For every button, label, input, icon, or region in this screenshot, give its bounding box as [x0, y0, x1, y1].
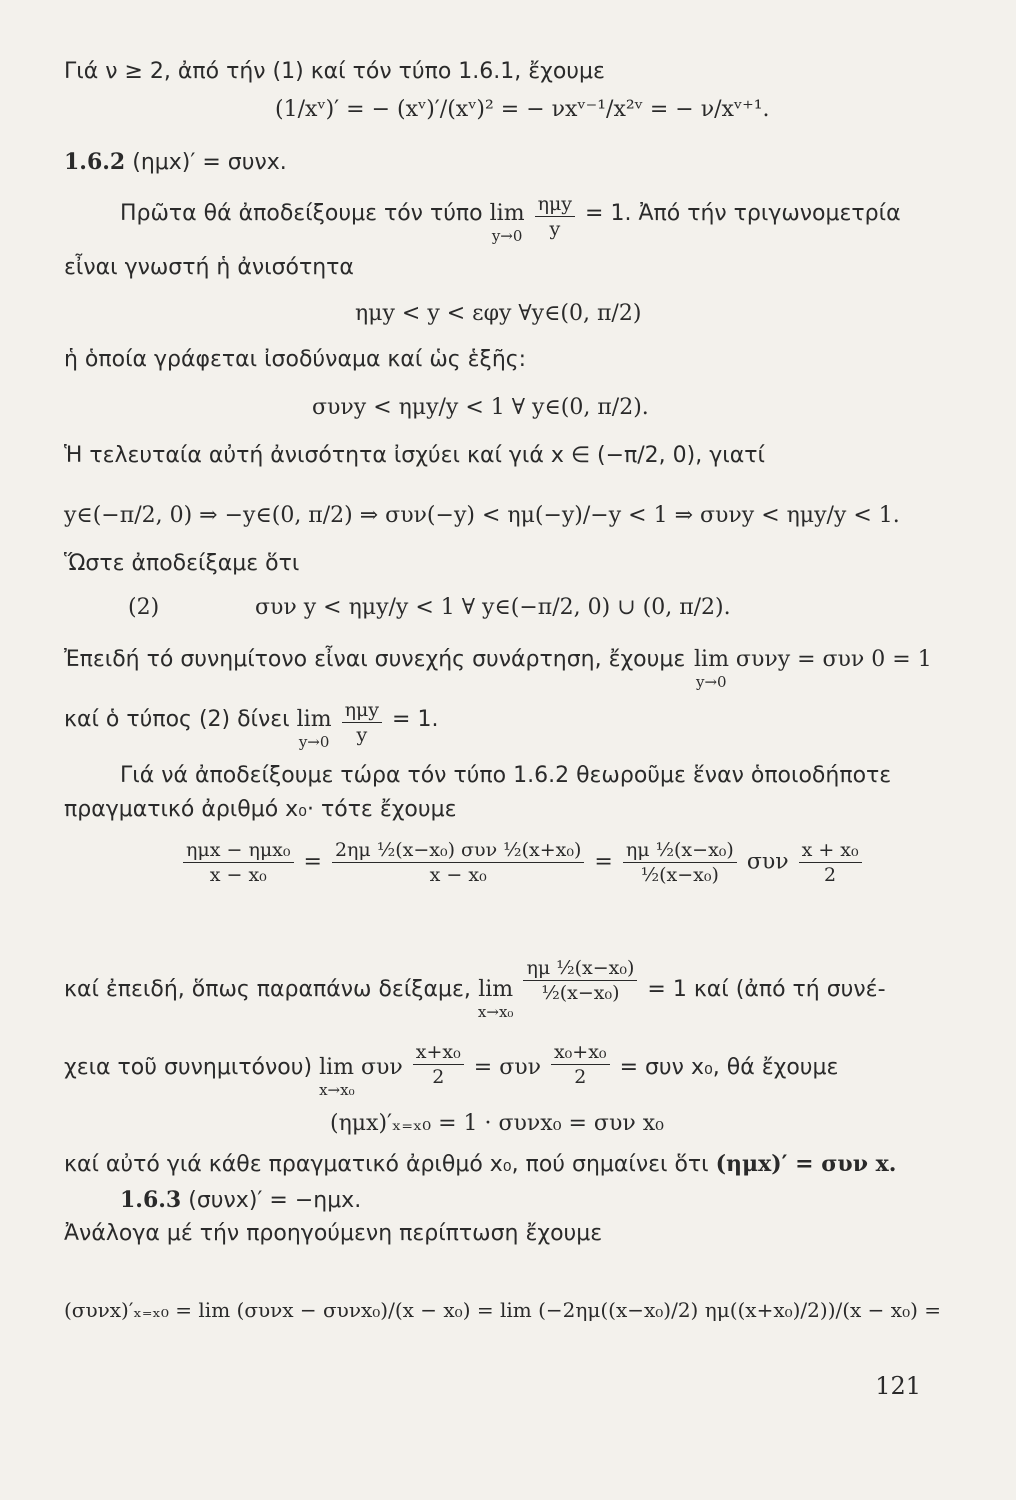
numerator: x₀+x₀: [551, 1040, 610, 1065]
denominator: 2: [824, 864, 837, 886]
text-fragment: = 1 καί (ἀπό τή συνέ-: [647, 977, 886, 1002]
text-line: Γιά νά ἀποδείξουμε τώρα τόν τύπο 1.6.2 θεωροῦμε ἕναν ὁποιοδήποτε: [120, 763, 892, 788]
limit-expression: [694, 646, 932, 690]
denominator: 2: [574, 1066, 587, 1088]
denominator: 2: [432, 1066, 445, 1088]
lim-symbol: lim: [296, 707, 332, 732]
denominator: x − x₀: [429, 864, 487, 886]
limit-expression: [478, 976, 514, 1020]
inequality-1: ημy < y < εφy ∀y∈(0, π/2): [355, 301, 642, 326]
equation-2: συν y < ημy/y < 1 ∀ y∈(−π/2, 0) ∪ (0, π/2).: [255, 595, 731, 620]
text-line: ἡ ὁποία γράφεται ἰσοδύναμα καί ὡς ἑξῆς:: [64, 347, 527, 372]
numerator: x+x₀: [413, 1040, 464, 1065]
limit-cos: [694, 646, 932, 690]
denominator: x − x₀: [209, 864, 267, 886]
lim-text: lim συνy = συν 0 = 1: [694, 647, 932, 672]
text-line: χεια τοῦ συνημιτόνου) lim συν x→x₀ $\frac{\text{x+x₀}}{2}$ = συν $\frac{\text{x₀+x₀}}{2}$ = συν x₀, θά ἔχουμε: [64, 1041, 839, 1099]
fraction: [332, 838, 584, 887]
fraction: [535, 192, 575, 241]
denominator: y: [356, 724, 368, 746]
numerator: x + x₀: [799, 838, 862, 863]
cosine-derivative-limit: (συνx)′ₓ₌ₓ₀ = lim (συνx − συνx₀)/(x − x₀) = lim (−2ημ((x−x₀)/2) ημ((x+x₀)/2))/(x − x₀) =: [64, 1298, 942, 1322]
fraction: [523, 956, 637, 1005]
text-fragment: καί ἐπειδή, ὅπως παραπάνω δείξαμε,: [64, 977, 471, 1002]
inequality-2: συνy < ημy/y < 1 ∀ y∈(0, π/2).: [312, 395, 649, 420]
text-fragment: καί ὁ τύπος (2) δίνει: [64, 707, 290, 732]
text-fragment: καί αὐτό γιά κάθε πραγματικό ἀριθμό x₀, πού σημαίνει ὅτι: [64, 1152, 709, 1177]
section-title: (ημx)′ = συνx.: [132, 150, 287, 175]
lim-subscript: x→x₀: [477, 1003, 514, 1021]
lim-symbol: lim: [489, 201, 525, 226]
fraction: [183, 838, 294, 887]
limit-expression: [297, 706, 332, 750]
text-fragment-bold: (ημx)′ = συν x.: [715, 1151, 897, 1177]
numerator: ημ ½(x−x₀): [523, 956, 637, 981]
text-fragment: χεια τοῦ συνημιτόνου): [64, 1055, 313, 1080]
equation-2-label: (2): [128, 595, 160, 620]
text-line: εἶναι γνωστή ἡ ἀνισότητα: [64, 255, 354, 280]
text-line: Ὥστε ἀποδείξαμε ὅτι: [64, 551, 300, 576]
section-heading-1-6-2: [64, 148, 287, 177]
text-line: Γιά ν ≥ 2, ἀπό τήν (1) καί τόν τύπο 1.6.1, ἔχουμε: [64, 59, 605, 84]
text-line: [64, 699, 439, 751]
lim-subscript: y→0: [491, 227, 523, 245]
numerator: ημy: [342, 698, 382, 723]
section-title: (συνx)′ = −ημx.: [188, 1188, 362, 1213]
text-line: [120, 193, 901, 245]
fraction: [551, 1040, 610, 1089]
denominator: ½(x−x₀): [640, 864, 719, 886]
section-heading-1-6-3: [120, 1186, 361, 1215]
lim-symbol: lim: [478, 977, 514, 1002]
text-fragment: = συν x₀, θά ἔχουμε: [619, 1055, 839, 1080]
lim-subscript: x→x₀: [319, 1081, 355, 1099]
sine-difference-identity: $\frac{\text{ημx − ημx₀}}{\text{x − x₀}}$ = $\frac{\text{2ημ ½(x−x₀) συν ½(x+x₀)}}{\text{x − x₀}}$ = $\frac{\text{ημ ½(x−x₀)}}{\text{½(x−x₀)}}$ συν $\frac{\text{x + x₀}}{2}$: [180, 838, 865, 887]
text-fragment: = 1. Ἀπό τήν τριγωνομετρία: [585, 201, 901, 226]
limit-expression: [490, 200, 525, 244]
lim-subscript: y→0: [696, 673, 727, 691]
denominator: y: [549, 218, 561, 240]
text-fragment: Πρῶτα θά ἀποδείξουμε τόν τύπο: [120, 201, 483, 226]
numerator: ημ ½(x−x₀): [623, 838, 737, 863]
text-line: Ἀνάλογα μέ τήν προηγούμενη περίπτωση ἔχουμε: [64, 1221, 603, 1246]
numerator: ημy: [535, 192, 575, 217]
text-line: Ἐπειδή τό συνημίτονο εἶναι συνεχής συνάρτηση, ἔχουμε: [64, 647, 686, 672]
text-line: [64, 1150, 896, 1179]
fraction: [799, 838, 862, 887]
text-line: πραγματικό ἀριθμό x₀· τότε ἔχουμε: [64, 797, 457, 822]
text-line: Ἡ τελευταία αὐτή ἀνισότητα ἰσχύει καί γιά x ∈ (−π/2, 0), γιατί: [64, 443, 765, 468]
numerator: 2ημ ½(x−x₀) συν ½(x+x₀): [332, 838, 584, 863]
fraction: [623, 838, 737, 887]
fraction: [342, 698, 382, 747]
limit-expression: lim συν x→x₀: [319, 1055, 403, 1099]
section-number: 1.6.3: [120, 1187, 182, 1213]
fraction: [413, 1040, 464, 1089]
page-number: 121: [875, 1372, 921, 1400]
section-number: 1.6.2: [64, 149, 126, 175]
implication-chain: y∈(−π/2, 0) ⇒ −y∈(0, π/2) ⇒ συν(−y) < ημ(−y)/−y < 1 ⇒ συνy < ημy/y < 1.: [64, 503, 900, 528]
lim-subscript: y→0: [298, 733, 330, 751]
text-line: [64, 957, 886, 1021]
denominator: ½(x−x₀): [541, 982, 620, 1004]
numerator: ημx − ημx₀: [183, 838, 294, 863]
derivative-result: (ημx)′ₓ₌ₓ₀ = 1 · συνx₀ = συν x₀: [330, 1111, 664, 1136]
equation-derivative-power: (1/xᵛ)′ = − (xᵛ)′/(xᵛ)² = − νxᵛ⁻¹/x²ᵛ = − ν/xᵛ⁺¹.: [275, 97, 770, 122]
text-fragment: = 1.: [392, 707, 439, 732]
